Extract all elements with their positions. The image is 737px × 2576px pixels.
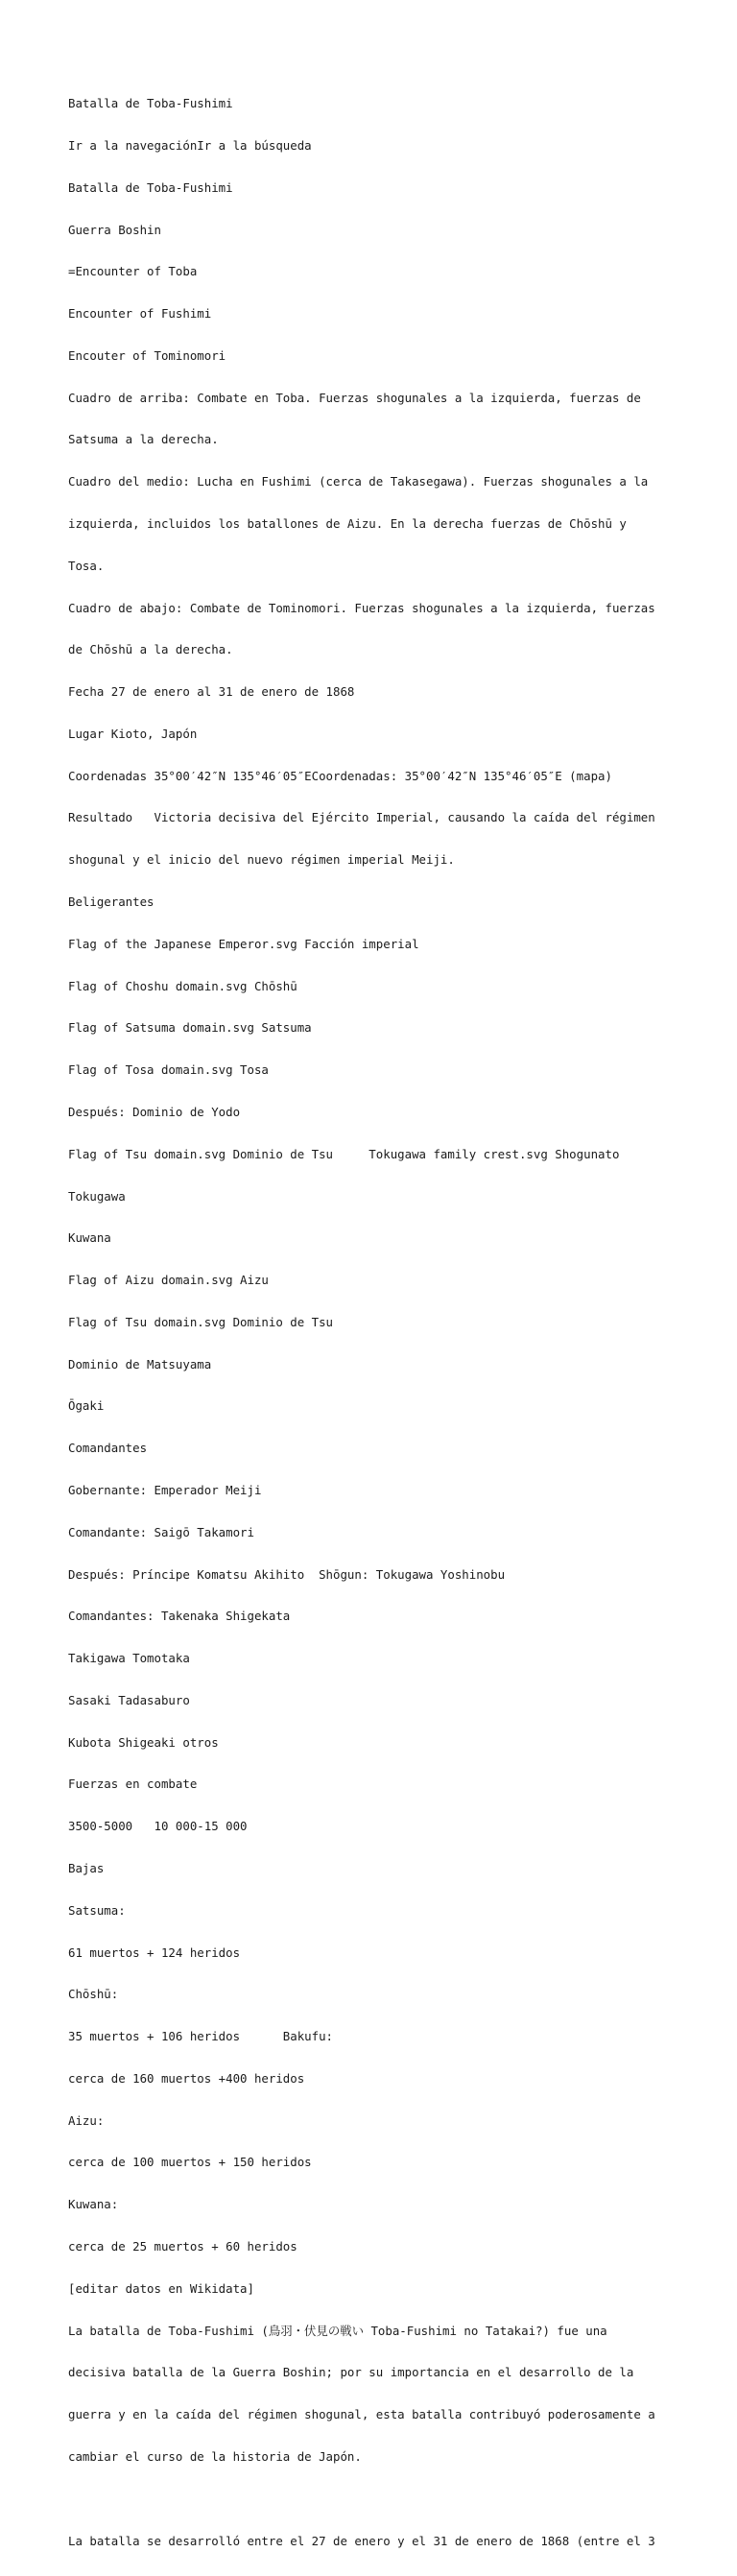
belligerent-line: Flag of Tsu domain.svg Dominio de Tsu bbox=[68, 1314, 334, 1329]
edit-wikidata-link[interactable]: [editar datos en Wikidata] bbox=[68, 2280, 254, 2296]
belligerent-line: Flag of the Japanese Emperor.svg Facción imperial bbox=[68, 936, 419, 951]
casualties-line: 61 muertos + 124 heridos bbox=[68, 1944, 241, 1960]
navigation-links[interactable]: Ir a la navegaciónIr a la búsqueda bbox=[68, 137, 312, 153]
casualties-line: Chōshū: bbox=[68, 1987, 119, 2002]
image-description-line: Cuadro del medio: Lucha en Fushimi (cerca de Takasegawa). Fuerzas shogunales a la bbox=[68, 474, 649, 489]
section-heading-forces: Fuerzas en combate bbox=[68, 1777, 198, 1792]
infobox-date: Fecha 27 de enero al 31 de enero de 1868 bbox=[68, 684, 355, 700]
image-caption-line: Encounter of Fushimi bbox=[68, 306, 212, 322]
casualties-line: 35 muertos + 106 heridos Bakufu: bbox=[68, 2029, 334, 2044]
section-heading-commanders: Comandantes bbox=[68, 1441, 148, 1456]
image-caption-line: Encouter of Tominomori bbox=[68, 347, 226, 363]
belligerent-line: Flag of Aizu domain.svg Aizu bbox=[68, 1273, 269, 1288]
infobox-conflict: Guerra Boshin bbox=[68, 222, 161, 237]
casualties-line: Aizu: bbox=[68, 2112, 105, 2128]
image-description-line: de Chōshū a la derecha. bbox=[68, 642, 233, 657]
belligerent-line: Flag of Tosa domain.svg Tosa bbox=[68, 1062, 269, 1078]
commander-line: Kubota Shigeaki otros bbox=[68, 1734, 219, 1750]
commander-line: Sasaki Tadasaburo bbox=[68, 1692, 190, 1707]
belligerent-line: Después: Dominio de Yodo bbox=[68, 1104, 241, 1119]
commander-line: Comandantes: Takenaka Shigekata bbox=[68, 1609, 291, 1624]
section-heading-belligerents: Beligerantes bbox=[68, 894, 155, 910]
belligerent-line: Ōgaki bbox=[68, 1398, 105, 1414]
casualties-line: Kuwana: bbox=[68, 2197, 119, 2212]
infobox-result: Resultado Victoria decisiva del Ejército Imperial, causando la caída del régimen bbox=[68, 810, 655, 825]
body-paragraph-line: La batalla se desarrolló entre el 27 de enero y el 31 de enero de 1868 (entre el 3 bbox=[68, 2533, 655, 2548]
commander-line: Después: Príncipe Komatsu Akihito Shōgun: Tokugawa Yoshinobu bbox=[68, 1566, 506, 1582]
casualties-line: cerca de 25 muertos + 60 heridos bbox=[68, 2239, 297, 2254]
body-paragraph-line: decisiva batalla de la Guerra Boshin; por su importancia en el desarrollo de la bbox=[68, 2365, 634, 2380]
belligerent-line: Flag of Satsuma domain.svg Satsuma bbox=[68, 1020, 312, 1036]
commander-line: Gobernante: Emperador Meiji bbox=[68, 1482, 262, 1497]
blank-line bbox=[68, 2493, 727, 2507]
belligerent-line: Flag of Choshu domain.svg Chōshū bbox=[68, 978, 297, 993]
body-paragraph-line: cambiar el curso de la historia de Japón. bbox=[68, 2448, 362, 2464]
image-description-line: Tosa. bbox=[68, 558, 105, 573]
infobox-place: Lugar Kioto, Japón bbox=[68, 726, 198, 741]
body-paragraph-line: La batalla de Toba-Fushimi (鳥羽・伏見の戦い Toba-Fushimi no Tatakai?) fue una bbox=[68, 2323, 607, 2338]
commander-line: Comandante: Saigō Takamori bbox=[68, 1524, 254, 1539]
infobox-coordinates: Coordenadas 35°00′42″N 135°46′05″ECoordenadas: 35°00′42″N 135°46′05″E (mapa) bbox=[68, 768, 612, 783]
image-description-line: izquierda, incluidos los batallones de Aizu. En la derecha fuerzas de Chōshū y bbox=[68, 516, 627, 531]
image-description-line: Cuadro de abajo: Combate de Tominomori. Fuerzas shogunales a la izquierda, fuerzas bbox=[68, 600, 655, 615]
forces-line: 3500-5000 10 000-15 000 bbox=[68, 1819, 248, 1834]
casualties-line: cerca de 100 muertos + 150 heridos bbox=[68, 2155, 312, 2170]
belligerent-line: Tokugawa bbox=[68, 1188, 126, 1204]
image-description-line: Satsuma a la derecha. bbox=[68, 432, 219, 447]
belligerent-line: Kuwana bbox=[68, 1230, 111, 1246]
section-heading-casualties: Bajas bbox=[68, 1861, 105, 1875]
image-caption-line: =Encounter of Toba bbox=[68, 264, 198, 279]
infobox-result: shogunal y el inicio del nuevo régimen imperial Meiji. bbox=[68, 852, 455, 868]
document-body bbox=[68, 69, 727, 2576]
belligerent-line: Dominio de Matsuyama bbox=[68, 1356, 212, 1371]
belligerent-line: Flag of Tsu domain.svg Dominio de Tsu Tokugawa family crest.svg Shogunato bbox=[68, 1146, 620, 1161]
page-title: Batalla de Toba-Fushimi bbox=[68, 96, 233, 111]
infobox-title: Batalla de Toba-Fushimi bbox=[68, 179, 233, 195]
image-description-line: Cuadro de arriba: Combate en Toba. Fuerzas shogunales a la izquierda, fuerzas de bbox=[68, 390, 641, 405]
casualties-line: cerca de 160 muertos +400 heridos bbox=[68, 2070, 305, 2086]
casualties-line: Satsuma: bbox=[68, 1902, 126, 1918]
body-paragraph-line: guerra y en la caída del régimen shogunal, esta batalla contribuyó poderosamente a bbox=[68, 2407, 655, 2422]
commander-line: Takigawa Tomotaka bbox=[68, 1651, 190, 1666]
